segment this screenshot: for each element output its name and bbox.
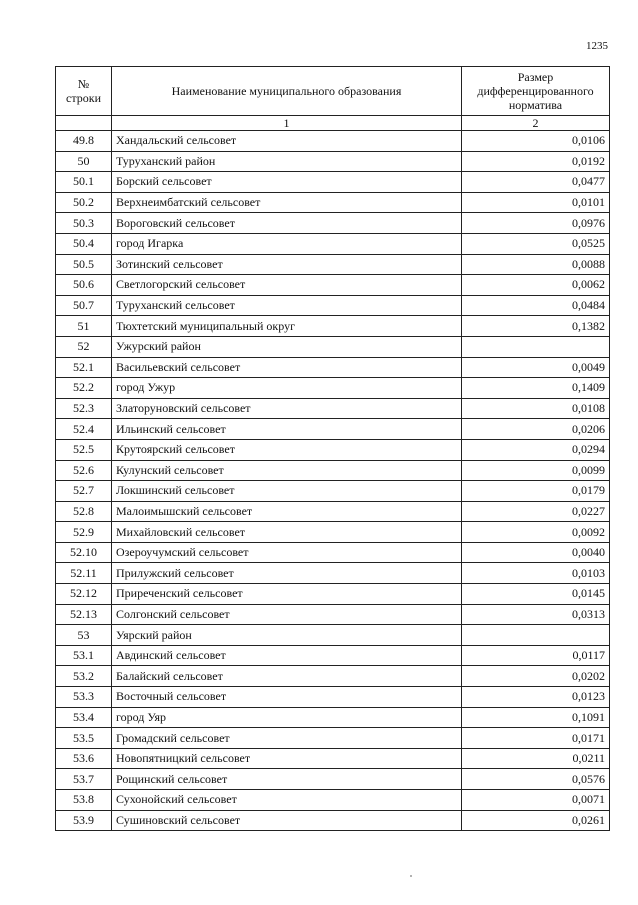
table-body: [56, 131, 610, 831]
normative-value-cell: 0,0123: [462, 687, 610, 708]
row-number-cell: 53.5: [56, 728, 112, 749]
row-number-cell: 50.5: [56, 254, 112, 275]
row-number-cell: 53.6: [56, 748, 112, 769]
municipality-name-cell: Туруханский сельсовет: [112, 295, 462, 316]
normative-value-cell: 0,0103: [462, 563, 610, 584]
row-number-cell: 50.7: [56, 295, 112, 316]
normative-value-cell: [462, 625, 610, 646]
municipality-name-cell: Зотинский сельсовет: [112, 254, 462, 275]
normative-value-cell: 0,0484: [462, 295, 610, 316]
row-number-cell: 52.7: [56, 481, 112, 502]
table-row: [56, 151, 610, 172]
row-number-cell: 52.2: [56, 378, 112, 399]
normative-value-cell: [462, 336, 610, 357]
row-number-cell: 52.11: [56, 563, 112, 584]
table-row: [56, 213, 610, 234]
header-index-value: 2: [462, 116, 610, 131]
normative-value-cell: 0,0211: [462, 748, 610, 769]
normative-value-cell: 0,0071: [462, 790, 610, 811]
row-number-cell: 53.8: [56, 790, 112, 811]
normative-value-cell: 0,0227: [462, 501, 610, 522]
table-row: [56, 522, 610, 543]
table-row: [56, 172, 610, 193]
row-number-cell: 52: [56, 336, 112, 357]
municipality-name-cell: Крутоярский сельсовет: [112, 439, 462, 460]
municipality-name-cell: Верхнеимбатский сельсовет: [112, 192, 462, 213]
row-number-cell: 50.6: [56, 275, 112, 296]
row-number-cell: 53.2: [56, 666, 112, 687]
table-row: [56, 460, 610, 481]
scan-artifact: [410, 875, 412, 877]
table-row: [56, 666, 610, 687]
municipality-name-cell: Балайский сельсовет: [112, 666, 462, 687]
table-row: [56, 316, 610, 337]
normative-value-cell: 0,0106: [462, 131, 610, 152]
row-number-cell: 52.8: [56, 501, 112, 522]
row-number-cell: 52.1: [56, 357, 112, 378]
row-number-cell: 52.12: [56, 584, 112, 605]
municipality-name-cell: Новопятницкий сельсовет: [112, 748, 462, 769]
table-row: [56, 398, 610, 419]
header-normative-size: Размер дифференцированного норматива: [462, 67, 610, 116]
normative-value-cell: 0,0294: [462, 439, 610, 460]
municipality-name-cell: Солгонский сельсовет: [112, 604, 462, 625]
table-row: [56, 233, 610, 254]
municipality-name-cell: Сухонойский сельсовет: [112, 790, 462, 811]
normative-value-cell: 0,0206: [462, 419, 610, 440]
table-header: [56, 67, 610, 131]
table-row: [56, 563, 610, 584]
row-number-cell: 52.10: [56, 542, 112, 563]
table-row: [56, 604, 610, 625]
row-number-cell: 50.1: [56, 172, 112, 193]
municipality-name-cell: Прилужский сельсовет: [112, 563, 462, 584]
row-number-cell: 49.8: [56, 131, 112, 152]
normative-value-cell: 0,0261: [462, 810, 610, 831]
municipality-name-cell: Хандальский сельсовет: [112, 131, 462, 152]
row-number-cell: 51: [56, 316, 112, 337]
row-number-cell: 53.9: [56, 810, 112, 831]
municipality-name-cell: Локшинский сельсовет: [112, 481, 462, 502]
table-row: [56, 481, 610, 502]
municipality-name-cell: Уярский район: [112, 625, 462, 646]
row-number-cell: 50: [56, 151, 112, 172]
municipality-name-cell: Златоруновский сельсовет: [112, 398, 462, 419]
normative-value-cell: 0,1091: [462, 707, 610, 728]
normative-value-cell: 0,0179: [462, 481, 610, 502]
municipality-name-cell: Ильинский сельсовет: [112, 419, 462, 440]
normative-value-cell: 0,0477: [462, 172, 610, 193]
normative-value-cell: 0,1409: [462, 378, 610, 399]
normative-value-cell: 0,0092: [462, 522, 610, 543]
table-row: [56, 357, 610, 378]
normative-value-cell: 0,0099: [462, 460, 610, 481]
table-row: [56, 810, 610, 831]
table-row: [56, 275, 610, 296]
table-row: [56, 419, 610, 440]
row-number-cell: 52.6: [56, 460, 112, 481]
municipality-name-cell: Вороговский сельсовет: [112, 213, 462, 234]
table-row: [56, 131, 610, 152]
municipality-name-cell: Михайловский сельсовет: [112, 522, 462, 543]
row-number-cell: 53.3: [56, 687, 112, 708]
page-number: 1235: [586, 40, 608, 52]
normative-value-cell: 0,0192: [462, 151, 610, 172]
municipality-name-cell: город Ужур: [112, 378, 462, 399]
table-row: [56, 254, 610, 275]
municipality-name-cell: Светлогорский сельсовет: [112, 275, 462, 296]
table-row: [56, 501, 610, 522]
table-row: [56, 584, 610, 605]
municipality-name-cell: Кулунский сельсовет: [112, 460, 462, 481]
header-row: [56, 67, 610, 116]
table-row: [56, 336, 610, 357]
table-row: [56, 295, 610, 316]
table-row: [56, 192, 610, 213]
normative-value-cell: 0,0108: [462, 398, 610, 419]
normative-value-cell: 0,0117: [462, 645, 610, 666]
table-row: [56, 790, 610, 811]
row-number-cell: 53.7: [56, 769, 112, 790]
row-number-cell: 53.4: [56, 707, 112, 728]
row-number-cell: 52.4: [56, 419, 112, 440]
normative-value-cell: 0,0088: [462, 254, 610, 275]
row-number-cell: 52.13: [56, 604, 112, 625]
table-row: [56, 728, 610, 749]
table-row: [56, 625, 610, 646]
table-row: [56, 707, 610, 728]
municipality-name-cell: Васильевский сельсовет: [112, 357, 462, 378]
header-index-empty: [56, 116, 112, 131]
municipality-name-cell: город Игарка: [112, 233, 462, 254]
municipality-name-cell: Сушиновский сельсовет: [112, 810, 462, 831]
normative-value-cell: 0,0202: [462, 666, 610, 687]
normative-value-cell: 0,0145: [462, 584, 610, 605]
normative-value-cell: 0,0101: [462, 192, 610, 213]
row-number-cell: 50.4: [56, 233, 112, 254]
row-number-cell: 53: [56, 625, 112, 646]
row-number-cell: 52.9: [56, 522, 112, 543]
table-row: [56, 687, 610, 708]
row-number-cell: 52.5: [56, 439, 112, 460]
normative-value-cell: 0,0040: [462, 542, 610, 563]
municipality-name-cell: Рощинский сельсовет: [112, 769, 462, 790]
municipality-name-cell: Озероучумский сельсовет: [112, 542, 462, 563]
header-index-row: [56, 116, 610, 131]
normative-value-cell: 0,0976: [462, 213, 610, 234]
municipality-name-cell: Тюхтетский муниципальный округ: [112, 316, 462, 337]
table-row: [56, 542, 610, 563]
municipality-name-cell: Приреченский сельсовет: [112, 584, 462, 605]
normative-value-cell: 0,0049: [462, 357, 610, 378]
table-row: [56, 645, 610, 666]
municipality-name-cell: Авдинский сельсовет: [112, 645, 462, 666]
normative-value-cell: 0,0313: [462, 604, 610, 625]
table-row: [56, 378, 610, 399]
municipality-name-cell: Ужурский район: [112, 336, 462, 357]
table-row: [56, 748, 610, 769]
header-row-number: № строки: [56, 67, 112, 116]
row-number-cell: 53.1: [56, 645, 112, 666]
municipality-name-cell: Малоимышский сельсовет: [112, 501, 462, 522]
municipality-name-cell: Туруханский район: [112, 151, 462, 172]
normative-value-cell: 0,0525: [462, 233, 610, 254]
row-number-cell: 50.3: [56, 213, 112, 234]
municipality-name-cell: город Уяр: [112, 707, 462, 728]
normative-value-cell: 0,0062: [462, 275, 610, 296]
municipality-name-cell: Борский сельсовет: [112, 172, 462, 193]
row-number-cell: 52.3: [56, 398, 112, 419]
normative-value-cell: 0,1382: [462, 316, 610, 337]
normative-value-cell: 0,0171: [462, 728, 610, 749]
normative-table: [55, 66, 610, 831]
municipality-name-cell: Громадский сельсовет: [112, 728, 462, 749]
header-index-name: 1: [112, 116, 462, 131]
table-row: [56, 439, 610, 460]
header-municipality-name: Наименование муниципального образования: [112, 67, 462, 116]
municipality-name-cell: Восточный сельсовет: [112, 687, 462, 708]
normative-value-cell: 0,0576: [462, 769, 610, 790]
row-number-cell: 50.2: [56, 192, 112, 213]
table-row: [56, 769, 610, 790]
